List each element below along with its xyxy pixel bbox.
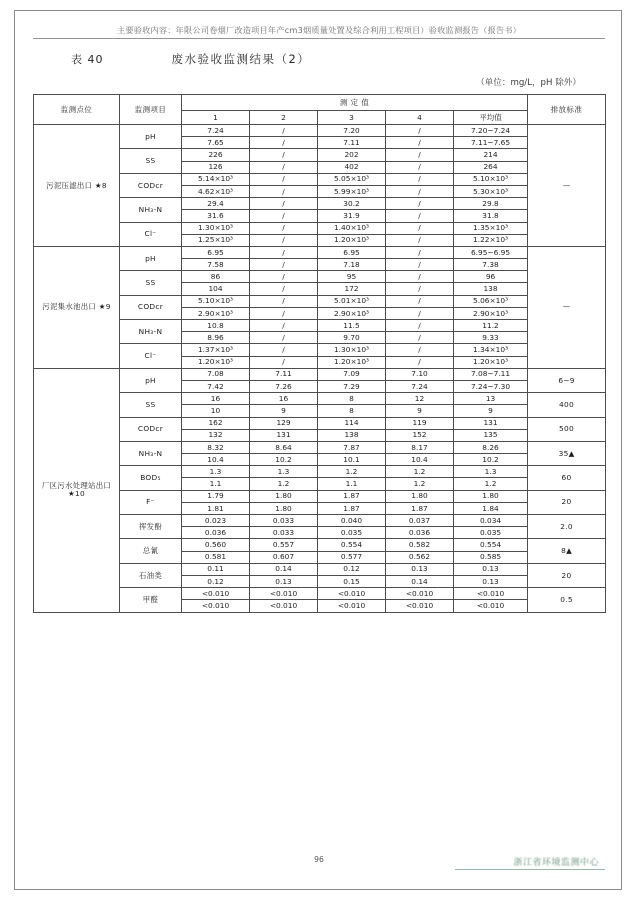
value-cell: /: [250, 173, 318, 185]
value-cell: 9: [386, 405, 454, 417]
site-label: 污泥压滤出口 ★8: [34, 125, 120, 247]
param-label: CODcr: [120, 173, 182, 197]
value-cell: 1.20×10³: [318, 234, 386, 246]
value-cell: 162: [182, 417, 250, 429]
value-cell: 0.13: [454, 575, 528, 587]
standard-cell: —: [528, 125, 606, 247]
agency-stamp: 浙江省环境监测中心: [513, 858, 599, 868]
value-cell: 7.87: [318, 441, 386, 453]
value-cell: 402: [318, 161, 386, 173]
value-cell: 0.585: [454, 551, 528, 563]
value-cell: 86: [182, 271, 250, 283]
value-cell: 16: [182, 393, 250, 405]
value-cell: 1.30×10³: [182, 222, 250, 234]
value-cell: /: [386, 185, 454, 197]
value-cell: 132: [182, 429, 250, 441]
value-cell: /: [250, 320, 318, 332]
value-cell: /: [250, 210, 318, 222]
value-cell: 138: [318, 429, 386, 441]
value-cell: /: [250, 234, 318, 246]
value-cell: /: [386, 307, 454, 319]
value-cell: 5.01×10³: [318, 295, 386, 307]
value-cell: 6.95~6.95: [454, 246, 528, 258]
value-cell: /: [386, 222, 454, 234]
header-site: 监测点位: [34, 95, 120, 125]
value-cell: 1.3: [454, 466, 528, 478]
table-row: [34, 344, 606, 356]
value-cell: 8: [318, 393, 386, 405]
value-cell: /: [250, 356, 318, 368]
table-row: [34, 417, 606, 429]
header-col-3: 3: [318, 111, 386, 125]
value-cell: 10: [182, 405, 250, 417]
standard-cell: 400: [528, 393, 606, 417]
value-cell: 4.62×10³: [182, 185, 250, 197]
param-label: BOD₅: [120, 466, 182, 490]
value-cell: 264: [454, 161, 528, 173]
value-cell: 1.30×10³: [318, 344, 386, 356]
value-cell: 202: [318, 149, 386, 161]
value-cell: 96: [454, 271, 528, 283]
standard-cell: 8▲: [528, 539, 606, 563]
value-cell: 6.95: [318, 246, 386, 258]
value-cell: /: [386, 137, 454, 149]
value-cell: /: [250, 222, 318, 234]
value-cell: <0.010: [182, 588, 250, 600]
value-cell: 8.96: [182, 332, 250, 344]
value-cell: 7.24~7.30: [454, 380, 528, 392]
param-label: Cl⁻: [120, 344, 182, 368]
value-cell: 0.035: [454, 527, 528, 539]
value-cell: 0.582: [386, 539, 454, 551]
table-row: [34, 295, 606, 307]
value-cell: 7.08~7.11: [454, 368, 528, 380]
table-row: [34, 588, 606, 600]
value-cell: 0.13: [250, 575, 318, 587]
value-cell: 5.10×10³: [182, 295, 250, 307]
value-cell: /: [250, 125, 318, 137]
value-cell: 0.033: [250, 527, 318, 539]
value-cell: <0.010: [318, 588, 386, 600]
value-cell: 1.34×10³: [454, 344, 528, 356]
value-cell: 1.87: [318, 502, 386, 514]
value-cell: /: [386, 161, 454, 173]
value-cell: 8.32: [182, 441, 250, 453]
value-cell: 1.79: [182, 490, 250, 502]
value-cell: <0.010: [386, 600, 454, 612]
value-cell: <0.010: [250, 600, 318, 612]
value-cell: 7.38: [454, 259, 528, 271]
document-page: [14, 10, 622, 890]
value-cell: 1.22×10³: [454, 234, 528, 246]
value-cell: 1.81: [182, 502, 250, 514]
value-cell: /: [386, 246, 454, 258]
value-cell: 8.64: [250, 441, 318, 453]
page-footer: [33, 855, 605, 873]
value-cell: 1.3: [250, 466, 318, 478]
value-cell: 1.3: [182, 466, 250, 478]
param-label: 甲醛: [120, 588, 182, 612]
value-cell: 7.58: [182, 259, 250, 271]
header-param: 监测项目: [120, 95, 182, 125]
value-cell: 29.4: [182, 198, 250, 210]
value-cell: /: [250, 307, 318, 319]
table-row: [34, 441, 606, 453]
value-cell: 13: [454, 393, 528, 405]
table-row: [34, 563, 606, 575]
value-cell: 7.20: [318, 125, 386, 137]
value-cell: 0.581: [182, 551, 250, 563]
value-cell: /: [386, 173, 454, 185]
table-row: [34, 466, 606, 478]
value-cell: 29.8: [454, 198, 528, 210]
value-cell: 95: [318, 271, 386, 283]
table-title: 废水验收监测结果（2）: [171, 52, 311, 66]
value-cell: 0.577: [318, 551, 386, 563]
param-label: 石油类: [120, 563, 182, 587]
table-row: [34, 515, 606, 527]
value-cell: 0.033: [250, 515, 318, 527]
value-cell: 10.4: [182, 454, 250, 466]
param-label: NH₃-N: [120, 441, 182, 465]
table-row: [34, 149, 606, 161]
value-cell: 1.2: [250, 478, 318, 490]
value-cell: 5.06×10³: [454, 295, 528, 307]
value-cell: 5.99×10³: [318, 185, 386, 197]
value-cell: /: [250, 332, 318, 344]
value-cell: /: [250, 149, 318, 161]
footer-divider: [455, 869, 605, 870]
value-cell: 7.42: [182, 380, 250, 392]
value-cell: /: [386, 344, 454, 356]
value-cell: 0.15: [318, 575, 386, 587]
param-label: CODcr: [120, 417, 182, 441]
unit-note: （单位：mg/L，pH 除外）: [476, 78, 581, 88]
value-cell: 5.14×10³: [182, 173, 250, 185]
header-col-4: 4: [386, 111, 454, 125]
value-cell: 7.24: [182, 125, 250, 137]
value-cell: 7.11: [318, 137, 386, 149]
table-row: [34, 173, 606, 185]
value-cell: <0.010: [454, 588, 528, 600]
value-cell: /: [386, 356, 454, 368]
header-col-2: 2: [250, 111, 318, 125]
value-cell: 226: [182, 149, 250, 161]
value-cell: 0.12: [182, 575, 250, 587]
value-cell: 12: [386, 393, 454, 405]
value-cell: 16: [250, 393, 318, 405]
value-cell: 9.70: [318, 332, 386, 344]
value-cell: 1.1: [182, 478, 250, 490]
value-cell: /: [386, 332, 454, 344]
value-cell: <0.010: [250, 588, 318, 600]
value-cell: 0.034: [454, 515, 528, 527]
standard-cell: 0.5: [528, 588, 606, 612]
value-cell: /: [386, 210, 454, 222]
value-cell: 0.554: [454, 539, 528, 551]
value-cell: 104: [182, 283, 250, 295]
value-cell: 7.11: [250, 368, 318, 380]
value-cell: 0.12: [318, 563, 386, 575]
value-cell: 2.90×10³: [318, 307, 386, 319]
value-cell: 172: [318, 283, 386, 295]
value-cell: 114: [318, 417, 386, 429]
value-cell: 7.08: [182, 368, 250, 380]
value-cell: 0.607: [250, 551, 318, 563]
param-label: NH₃-N: [120, 198, 182, 222]
table-row: [34, 490, 606, 502]
value-cell: 1.80: [250, 490, 318, 502]
value-cell: <0.010: [454, 600, 528, 612]
table-row: [34, 393, 606, 405]
value-cell: 8: [318, 405, 386, 417]
value-cell: 1.2: [386, 466, 454, 478]
page-content: [33, 25, 605, 877]
value-cell: /: [250, 161, 318, 173]
value-cell: 0.557: [250, 539, 318, 551]
value-cell: 10.1: [318, 454, 386, 466]
site-label: 厂区污水处理站出口 ★10: [34, 368, 120, 612]
standard-cell: —: [528, 246, 606, 368]
standard-cell: 500: [528, 417, 606, 441]
value-cell: /: [386, 149, 454, 161]
table-row: [34, 125, 606, 137]
value-cell: <0.010: [386, 588, 454, 600]
value-cell: 129: [250, 417, 318, 429]
value-cell: 1.20×10³: [454, 356, 528, 368]
value-cell: 1.80: [250, 502, 318, 514]
value-cell: 7.11~7.65: [454, 137, 528, 149]
value-cell: 10.4: [386, 454, 454, 466]
value-cell: 31.6: [182, 210, 250, 222]
value-cell: 2.90×10³: [454, 307, 528, 319]
param-label: SS: [120, 271, 182, 295]
value-cell: 2.90×10³: [182, 307, 250, 319]
param-label: pH: [120, 246, 182, 270]
value-cell: 1.2: [318, 466, 386, 478]
value-cell: /: [250, 344, 318, 356]
value-cell: <0.010: [318, 600, 386, 612]
header-col-5: 平均值: [454, 111, 528, 125]
param-label: CODcr: [120, 295, 182, 319]
param-label: SS: [120, 393, 182, 417]
page-number: 96: [314, 855, 324, 864]
standard-cell: 20: [528, 563, 606, 587]
value-cell: 7.18: [318, 259, 386, 271]
value-cell: 152: [386, 429, 454, 441]
value-cell: 7.65: [182, 137, 250, 149]
value-cell: 126: [182, 161, 250, 173]
value-cell: 0.036: [386, 527, 454, 539]
value-cell: 9: [454, 405, 528, 417]
param-label: F⁻: [120, 490, 182, 514]
standard-cell: 2.0: [528, 515, 606, 539]
value-cell: 30.2: [318, 198, 386, 210]
document-header-text: 主要验收内容：年限公司卷烟厂改造项目年产cm3烟质量处置及综合利用工程项目）验收监测报告（报告书）: [116, 25, 522, 35]
value-cell: 0.554: [318, 539, 386, 551]
value-cell: 8.17: [386, 441, 454, 453]
value-cell: /: [386, 295, 454, 307]
header-divider: [33, 38, 605, 39]
table-row: [34, 222, 606, 234]
value-cell: 9: [250, 405, 318, 417]
standard-cell: 20: [528, 490, 606, 514]
value-cell: /: [386, 271, 454, 283]
waste-water-results-table: [33, 94, 606, 613]
value-cell: 1.2: [454, 478, 528, 490]
param-label: NH₃-N: [120, 320, 182, 344]
value-cell: 8.26: [454, 441, 528, 453]
param-label: pH: [120, 125, 182, 149]
table-row: [34, 198, 606, 210]
value-cell: /: [250, 198, 318, 210]
table-number: 表 40: [71, 53, 104, 66]
value-cell: 1.37×10³: [182, 344, 250, 356]
value-cell: 31.8: [454, 210, 528, 222]
value-cell: /: [386, 320, 454, 332]
value-cell: 1.80: [386, 490, 454, 502]
value-cell: 10.8: [182, 320, 250, 332]
value-cell: /: [250, 283, 318, 295]
value-cell: 6.95: [182, 246, 250, 258]
value-cell: /: [250, 246, 318, 258]
standard-cell: 6~9: [528, 368, 606, 392]
value-cell: 0.036: [182, 527, 250, 539]
value-cell: 1.80: [454, 490, 528, 502]
value-cell: 11.5: [318, 320, 386, 332]
value-cell: 7.20~7.24: [454, 125, 528, 137]
header-col-1: 1: [182, 111, 250, 125]
value-cell: 1.35×10³: [454, 222, 528, 234]
value-cell: 0.035: [318, 527, 386, 539]
value-cell: 0.11: [182, 563, 250, 575]
value-cell: /: [386, 198, 454, 210]
table-row: [34, 271, 606, 283]
param-label: Cl⁻: [120, 222, 182, 246]
table-header-row: [34, 95, 606, 111]
value-cell: 10.2: [454, 454, 528, 466]
value-cell: 7.24: [386, 380, 454, 392]
value-cell: 7.29: [318, 380, 386, 392]
param-label: pH: [120, 368, 182, 392]
value-cell: 5.30×10³: [454, 185, 528, 197]
value-cell: 135: [454, 429, 528, 441]
value-cell: /: [250, 137, 318, 149]
header-measured-group: 测 定 值: [182, 95, 528, 111]
value-cell: 1.87: [386, 502, 454, 514]
value-cell: 5.05×10³: [318, 173, 386, 185]
value-cell: 0.040: [318, 515, 386, 527]
value-cell: 214: [454, 149, 528, 161]
value-cell: /: [250, 271, 318, 283]
value-cell: 7.26: [250, 380, 318, 392]
value-cell: 0.560: [182, 539, 250, 551]
table-row: [34, 246, 606, 258]
param-label: 总氰: [120, 539, 182, 563]
value-cell: 0.14: [250, 563, 318, 575]
table-caption: [33, 51, 605, 67]
value-cell: 131: [454, 417, 528, 429]
param-label: SS: [120, 149, 182, 173]
header-standard: 排放标准: [528, 95, 606, 125]
value-cell: 0.023: [182, 515, 250, 527]
value-cell: 1.2: [386, 478, 454, 490]
value-cell: 1.40×10³: [318, 222, 386, 234]
value-cell: 7.10: [386, 368, 454, 380]
value-cell: 11.2: [454, 320, 528, 332]
value-cell: 1.20×10³: [318, 356, 386, 368]
value-cell: 131: [250, 429, 318, 441]
value-cell: 1.25×10³: [182, 234, 250, 246]
standard-cell: 60: [528, 466, 606, 490]
param-label: 挥发酚: [120, 515, 182, 539]
value-cell: 119: [386, 417, 454, 429]
value-cell: <0.010: [182, 600, 250, 612]
value-cell: 1.87: [318, 490, 386, 502]
value-cell: /: [250, 259, 318, 271]
value-cell: 0.562: [386, 551, 454, 563]
value-cell: /: [250, 295, 318, 307]
site-label: 污泥集水池出口 ★9: [34, 246, 120, 368]
value-cell: 1.84: [454, 502, 528, 514]
value-cell: 10.2: [250, 454, 318, 466]
value-cell: 7.09: [318, 368, 386, 380]
value-cell: 5.10×10³: [454, 173, 528, 185]
value-cell: 9.33: [454, 332, 528, 344]
value-cell: /: [386, 259, 454, 271]
value-cell: /: [386, 234, 454, 246]
table-row: [34, 320, 606, 332]
value-cell: 0.14: [386, 575, 454, 587]
table-row: [34, 368, 606, 380]
value-cell: 0.13: [386, 563, 454, 575]
table-row: [34, 539, 606, 551]
value-cell: 0.13: [454, 563, 528, 575]
value-cell: /: [250, 185, 318, 197]
standard-cell: 35▲: [528, 441, 606, 465]
value-cell: 1.20×10³: [182, 356, 250, 368]
value-cell: /: [386, 125, 454, 137]
value-cell: /: [386, 283, 454, 295]
value-cell: 0.037: [386, 515, 454, 527]
value-cell: 31.9: [318, 210, 386, 222]
value-cell: 138: [454, 283, 528, 295]
value-cell: 1.1: [318, 478, 386, 490]
